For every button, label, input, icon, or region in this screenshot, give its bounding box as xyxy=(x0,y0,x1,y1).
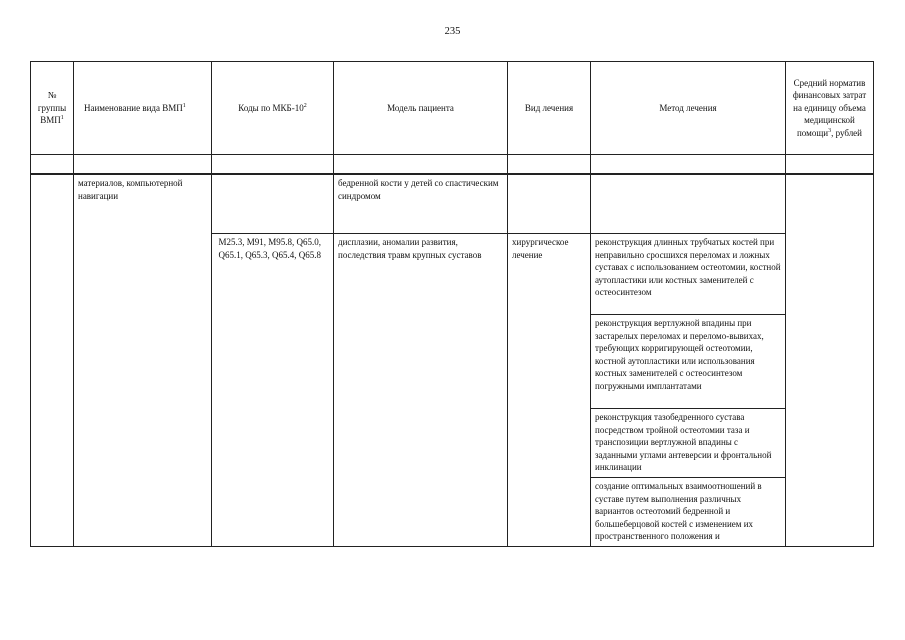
header-icd-codes: Коды по МКБ-$10^2$ xyxy=(212,62,334,155)
patient-model-cell: дисплазии, аномалии развития, последствия травм крупных суставов xyxy=(334,234,508,547)
treatment-type-cell: хирургическое лечение xyxy=(508,234,591,547)
table-row xyxy=(31,174,874,234)
icd-codes-cell xyxy=(212,174,334,234)
header-vmp-name: Наименование вида ВМП$^1$ xyxy=(74,62,212,155)
page-number: 235 xyxy=(444,26,461,37)
icd-codes-cell: M25.3, M91, M95.8, Q65.0, Q65.1, Q65.3, Q65.4, Q65.8 xyxy=(212,234,334,547)
header-numbering-row xyxy=(31,155,874,175)
treatment-method-cell: создание оптимальных взаимоотношений в суставе путем выполнения различных вариантов остеотомий бедренной и большеберцовой костей с изменением их пространственного положения и xyxy=(591,478,786,547)
cost-norm-cell xyxy=(786,174,874,547)
treatment-method-cell: реконструкция тазобедренного сустава посредством тройной остеотомии таза и транспозиции вертлужной впадины с заданными углами антеверсии и фронтальной инклинации xyxy=(591,409,786,478)
treatment-type-cell xyxy=(508,174,591,234)
header-patient-model: Модель пациента xyxy=(334,62,508,155)
vmp-table xyxy=(30,61,874,547)
header-treatment-type: Вид лечения xyxy=(508,62,591,155)
header-cost-norm: Средний норматив финансовых затрат на единицу объема медицинской помощи$^3$, рублей xyxy=(786,62,874,155)
patient-model-cell: бедренной кости у детей со спастическим синдромом xyxy=(334,174,508,234)
header-group-number: № группы ВМП$^1$ xyxy=(31,62,74,155)
vmp-name-cell: материалов, компьютерной навигации xyxy=(74,174,212,547)
group-number-cell xyxy=(31,174,74,547)
header-treatment-method: Метод лечения xyxy=(591,62,786,155)
header-row xyxy=(31,62,874,155)
treatment-method-cell: реконструкция длинных трубчатых костей при неправильно сросшихся переломах и ложных суставах с использованием остеотомии, костной аутопластики или костных заменителей с остеосинтезом xyxy=(591,234,786,315)
treatment-method-cell xyxy=(591,174,786,234)
treatment-method-cell: реконструкция вертлужной впадины при застарелых переломах и переломо-вывихах, требующих корригирующей остеотомии, костной аутопластики или использования костных заменителей с остеосинтезом погружными имплантатами xyxy=(591,315,786,409)
